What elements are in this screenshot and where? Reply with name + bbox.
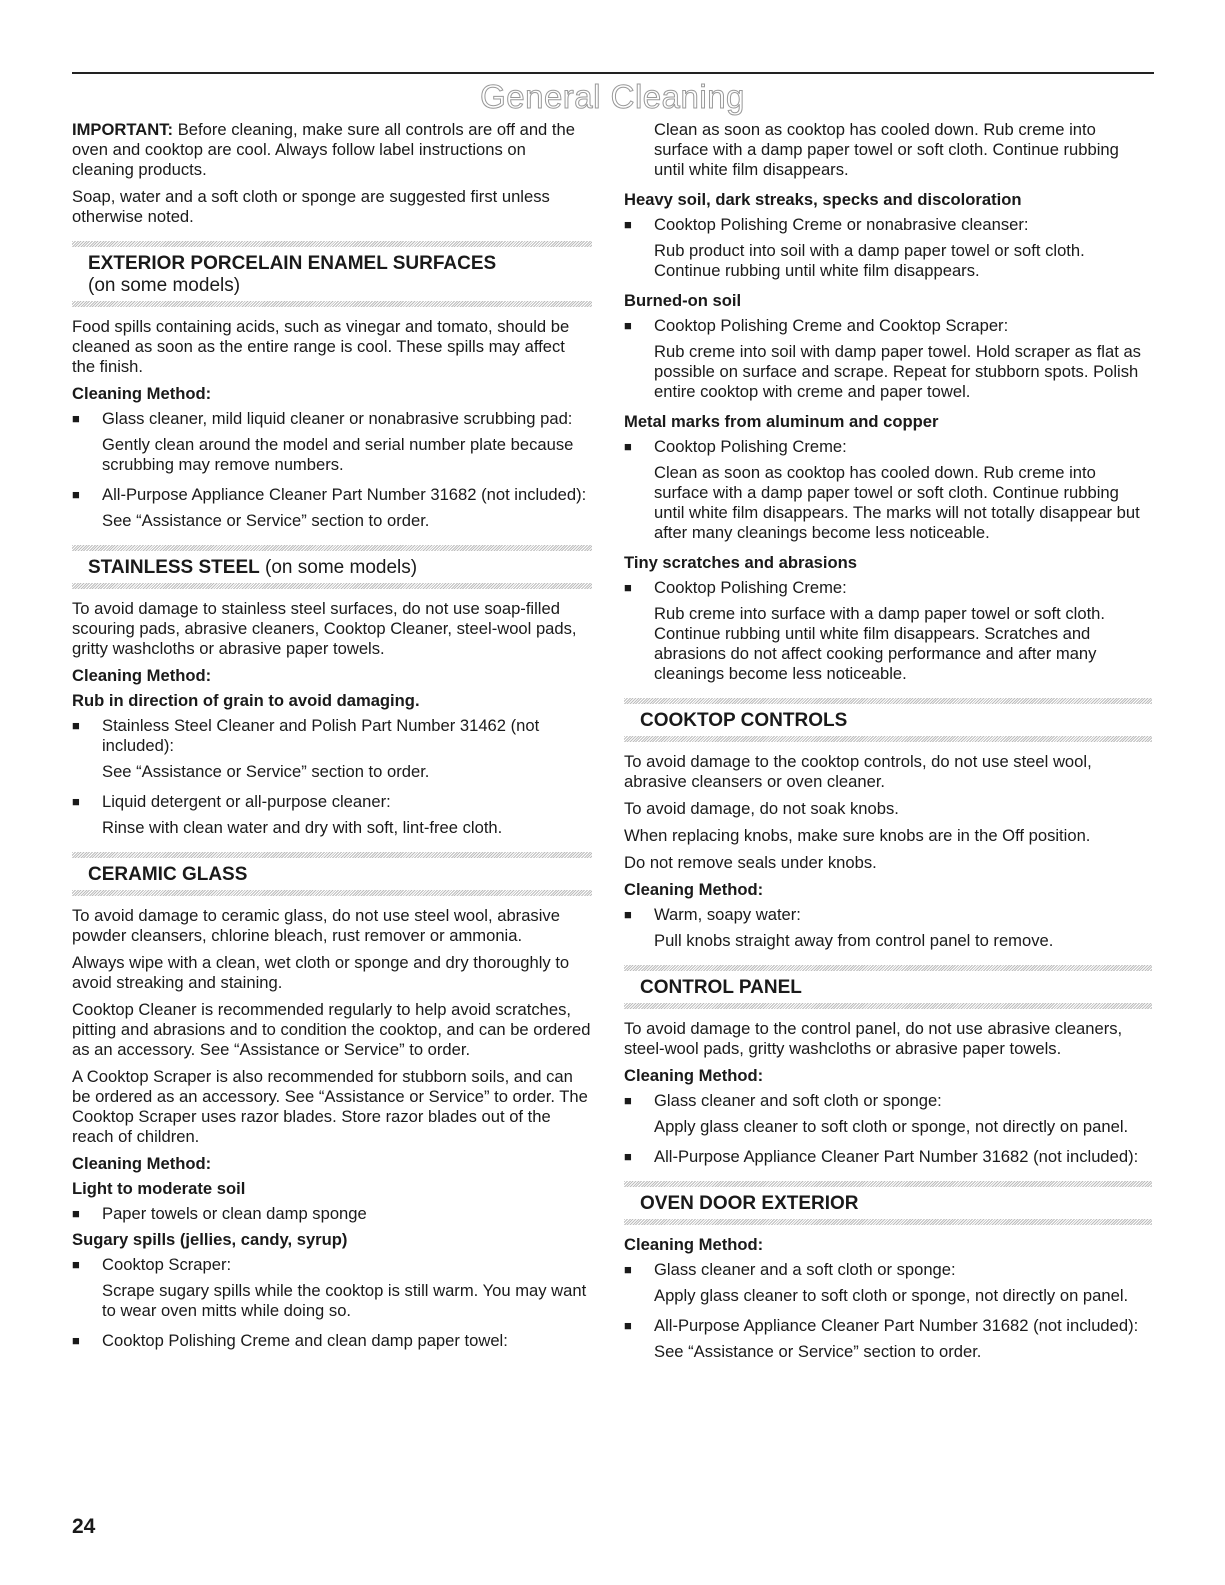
soap-note: Soap, water and a soft cloth or sponge are suggested first unless otherwise noted. (72, 187, 550, 226)
soil-type-label: Light to moderate soil (72, 1179, 246, 1198)
left-column (72, 120, 592, 1357)
list-item: ■ Cooktop Scraper: (72, 1255, 232, 1274)
list-item: ■ Cooktop Polishing Creme: (624, 437, 847, 456)
section-heading: EXTERIOR PORCELAIN ENAMEL SURFACES (88, 253, 497, 274)
cleaning-method-label: Cleaning Method: (624, 1066, 764, 1085)
paragraph: To avoid damage to ceramic glass, do not use steel wool, abrasive powder cleansers, chlorine bleach, rust remover or ammonia. (72, 906, 560, 945)
list-item: ■ Paper towels or clean damp sponge (72, 1204, 367, 1223)
soil-type-label: Sugary spills (jellies, candy, syrup) (72, 1230, 348, 1249)
cleaning-method-label: Cleaning Method: (72, 384, 212, 403)
list-item-detail: Apply glass cleaner to soft cloth or sponge, not directly on panel. (654, 1286, 1129, 1305)
bullet-icon: ■ (624, 217, 632, 232)
section-hatch (72, 583, 592, 589)
section-heading: CONTROL PANEL (640, 977, 802, 998)
section-heading-suffix: (on some models) (259, 557, 418, 578)
soil-type-label: Burned-on soil (624, 291, 742, 310)
bullet-icon: ■ (72, 487, 80, 502)
bullet-icon: ■ (624, 1262, 632, 1277)
list-item-detail: Rub product into soil with a damp paper towel or soft cloth. Continue rubbing until white film disappears. (654, 241, 1085, 280)
cleaning-method-label: Cleaning Method: (72, 1154, 212, 1173)
section-oven-door-exterior (624, 1181, 1152, 1225)
section-control-panel (624, 965, 1152, 1009)
bullet-icon: ■ (624, 1093, 632, 1108)
section-hatch (72, 301, 592, 307)
list-item-detail: Rub creme into soil with damp paper towel. Hold scraper as flat as possible on surface and scrape. Repeat for stubborn spots. Polish entire cooktop with creme and paper towel. (654, 342, 1141, 401)
bullet-icon: ■ (72, 1257, 80, 1272)
cleaning-method-label: Cleaning Method: (624, 1235, 764, 1254)
bullet-icon: ■ (624, 439, 632, 454)
top-rule (72, 72, 1154, 74)
paragraph: To avoid damage to the control panel, do not use abrasive cleaners, steel-wool pads, gritty washcloths or abrasive paper towels. (624, 1019, 1123, 1058)
list-item-detail: Gently clean around the model and serial number plate because scrubbing may remove numbers. (102, 435, 574, 474)
soil-type-label: Tiny scratches and abrasions (624, 553, 858, 572)
section-stainless-steel (72, 545, 592, 589)
cleaning-method-label: Cleaning Method: (72, 666, 212, 685)
section-exterior-porcelain (72, 241, 592, 307)
list-item: ■ Glass cleaner, mild liquid cleaner or nonabrasive scrubbing pad: (72, 409, 573, 428)
section-heading: CERAMIC GLASS (88, 864, 248, 885)
paragraph: When replacing knobs, make sure knobs are in the Off position. (624, 826, 1091, 845)
paragraph: Do not remove seals under knobs. (624, 853, 877, 872)
paragraph: Cooktop Cleaner is recommended regularly to help avoid scratches, pitting and abrasions and to condition the cooktop, and can be ordered as an accessory. See “Assistance or Service” to order. (72, 1000, 591, 1059)
bullet-icon: ■ (624, 1149, 632, 1164)
list-item-detail: See “Assistance or Service” section to order. (102, 762, 430, 781)
paragraph: Food spills containing acids, such as vinegar and tomato, should be cleaned as soon as the entire range is cool. These spills may affect the finish. (72, 317, 570, 376)
paragraph: To avoid damage, do not soak knobs. (624, 799, 899, 818)
bullet-icon: ■ (72, 718, 80, 733)
list-item-detail: Rub creme into surface with a damp paper towel or soft cloth. Continue rubbing until white film disappears. Scratches and abrasions do not affect cooking performance and after many cleanings become less noticeable. (654, 604, 1106, 683)
list-item: ■ Stainless Steel Cleaner and Polish Part Number 31462 (not included): (72, 716, 540, 755)
list-item: ■ Glass cleaner and soft cloth or sponge: (624, 1091, 942, 1110)
list-item: ■ All-Purpose Appliance Cleaner Part Number 31682 (not included): (72, 485, 587, 504)
section-heading: COOKTOP CONTROLS (640, 710, 848, 731)
paragraph: To avoid damage to the cooktop controls, do not use steel wool, abrasive cleansers or oven cleaner. (624, 752, 1092, 791)
list-item-detail: Rinse with clean water and dry with soft, lint-free cloth. (102, 818, 503, 837)
list-item-detail: See “Assistance or Service” section to order. (654, 1342, 982, 1361)
section-hatch (624, 1219, 1152, 1225)
important-note: IMPORTANT: Before cleaning, make sure all controls are off and the oven and cooktop are cool. Always follow label instructions on cleaning products. (72, 120, 575, 179)
bullet-icon: ■ (624, 907, 632, 922)
page-title: General Cleaning (480, 78, 745, 115)
bullet-icon: ■ (624, 1318, 632, 1333)
section-heading: OVEN DOOR EXTERIOR (640, 1193, 859, 1214)
list-item: ■ Glass cleaner and a soft cloth or sponge: (624, 1260, 956, 1279)
paragraph: Always wipe with a clean, wet cloth or sponge and dry thoroughly to avoid streaking and staining. (72, 953, 570, 992)
section-hatch (624, 1003, 1152, 1009)
list-item-detail: Pull knobs straight away from control panel to remove. (654, 931, 1054, 950)
list-item: ■ Cooktop Polishing Creme: (624, 578, 847, 597)
section-heading: STAINLESS STEEL (88, 557, 260, 578)
page-number: 24 (72, 1515, 96, 1538)
list-item-detail: Clean as soon as cooktop has cooled down. Rub creme into surface with a damp paper towel or soft cloth. Continue rubbing until white film disappears. (654, 120, 1119, 179)
grain-note: Rub in direction of grain to avoid damaging. (72, 691, 420, 710)
section-hatch (624, 736, 1152, 742)
list-item: ■ Cooktop Polishing Creme or nonabrasive cleanser: (624, 215, 1029, 234)
list-item: ■ All-Purpose Appliance Cleaner Part Number 31682 (not included): (624, 1316, 1139, 1335)
bullet-icon: ■ (72, 1206, 80, 1221)
list-item: ■ Cooktop Polishing Creme and clean damp paper towel: (72, 1331, 508, 1350)
list-item-detail: Apply glass cleaner to soft cloth or sponge, not directly on panel. (654, 1117, 1129, 1136)
bullet-icon: ■ (624, 580, 632, 595)
paragraph: A Cooktop Scraper is also recommended for stubborn soils, and can be ordered as an accessory. See “Assistance or Service” to order. The Cooktop Scraper uses razor blades. Store razor blades out of the reach of children. (72, 1067, 588, 1146)
bullet-icon: ■ (72, 411, 80, 426)
bullet-icon: ■ (72, 1333, 80, 1348)
list-item-detail: Scrape sugary spills while the cooktop is still warm. You may want to wear oven mitts while doing so. (102, 1281, 587, 1320)
section-hatch (72, 890, 592, 896)
section-cooktop-controls (624, 698, 1152, 742)
list-item-detail: See “Assistance or Service” section to order. (102, 511, 430, 530)
list-item: ■ All-Purpose Appliance Cleaner Part Number 31682 (not included): (624, 1147, 1139, 1166)
list-item: ■ Warm, soapy water: (624, 905, 801, 924)
list-item: ■ Cooktop Polishing Creme and Cooktop Scraper: (624, 316, 1009, 335)
list-item: ■ Liquid detergent or all-purpose cleaner: (72, 792, 391, 811)
section-subheading: (on some models) (88, 275, 241, 296)
right-column (624, 120, 1152, 1372)
soil-type-label: Metal marks from aluminum and copper (624, 412, 939, 431)
list-item-detail: Clean as soon as cooktop has cooled down. Rub creme into surface with a damp paper towel or soft cloth. Continue rubbing until white film disappears. The marks will not totally disappear but after many cleanings become less noticeable. (654, 463, 1140, 542)
paragraph: To avoid damage to stainless steel surfaces, do not use soap-filled scouring pads, abrasive cleaners, Cooktop Cleaner, steel-wool pads, gritty washcloths or abrasive paper towels. (72, 599, 577, 658)
bullet-icon: ■ (72, 794, 80, 809)
cleaning-method-label: Cleaning Method: (624, 880, 764, 899)
section-ceramic-glass (72, 852, 592, 896)
soil-type-label: Heavy soil, dark streaks, specks and discoloration (624, 190, 1022, 209)
bullet-icon: ■ (624, 318, 632, 333)
